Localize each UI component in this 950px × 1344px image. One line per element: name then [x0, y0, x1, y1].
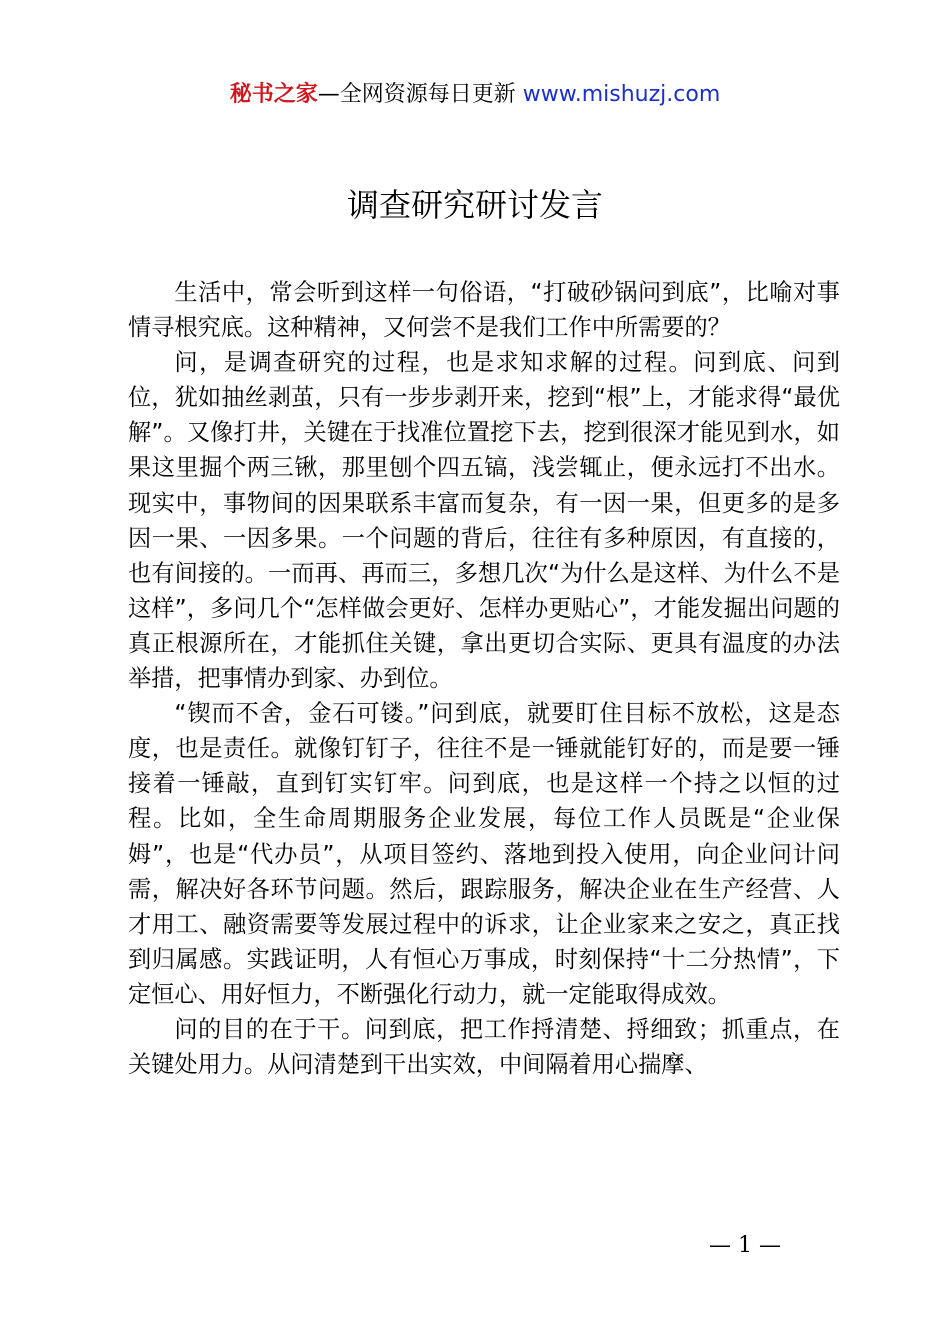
document-title: 调查研究研讨发言 — [346, 186, 603, 224]
paragraph: 生活中，常会听到这样一句俗语，“打破砂锅问到底”，比喻对事情寻根究底。这种精神，又何尝不是我们工作中所需要的？ — [128, 279, 840, 342]
header-tagline: —全网资源每日更新 — [317, 82, 516, 107]
site-header — [0, 80, 950, 110]
paragraph: 问的目的在于干。问到底，把工作捋清楚、捋细致；抓重点，在关键处用力。从问清楚到干出实效，中间隔着用心揣摩、 — [128, 1015, 840, 1079]
paragraph: 问，是调查研究的过程，也是求知求解的过程。问到底、问到位，犹如抽丝剥茧，只有一步步剥开来，挖到“根”上，才能求得“最优解”。又像打井，关键在于找准位置挖下去，挖到很深才能见到水，如果这里掘个两三锹，那里刨个四五镐，浅尝辄止，便永远打不出水。现实中，事物间的因果联系丰富而复杂，有一因一果，但更多的是多因一果、一因多果。一个问题的背后，往往有多种原因，有直接的，也有间接的。一而再、再而三，多想几次“为什么是这样、为什么不是这样”，多问几个“怎样做会更好、怎样办更贴心”，才能发掘出问题的真正根源所在，才能抓住关键，拿出更切合实际、更具有温度的办法举措，把事情办到家、办到位。 — [128, 349, 840, 693]
document-body — [128, 275, 840, 1082]
site-url-link[interactable]: www.mishuzj.com — [522, 82, 721, 107]
paragraph: “锲而不舍，金石可镂。”问到底，就要盯住目标不放松，这是态度，也是责任。就像钉钉子，往往不是一锤就能钉好的，而是要一锤接着一锤敲，直到钉实钉牢。问到底，也是这样一个持之以恒的过程。比如，全生命周期服务企业发展，每位工作人员既是“企业保姆”，也是“代办员”，从项目签约、落地到投入使用，向企业问计问需，解决好各环节问题。然后，跟踪服务，解决企业在生产经营、人才用工、融资需要等发展过程中的诉求，让企业家来之安之，真正找到归属感。实践证明，人有恒心万事成，时刻保持“十二分热情”，下定恒心、用好恒力，不断强化行动力，就一定能取得成效。 — [128, 700, 840, 1008]
brand-name: 秘书之家 — [229, 82, 318, 107]
page-number: — 1 — — [709, 1233, 781, 1258]
